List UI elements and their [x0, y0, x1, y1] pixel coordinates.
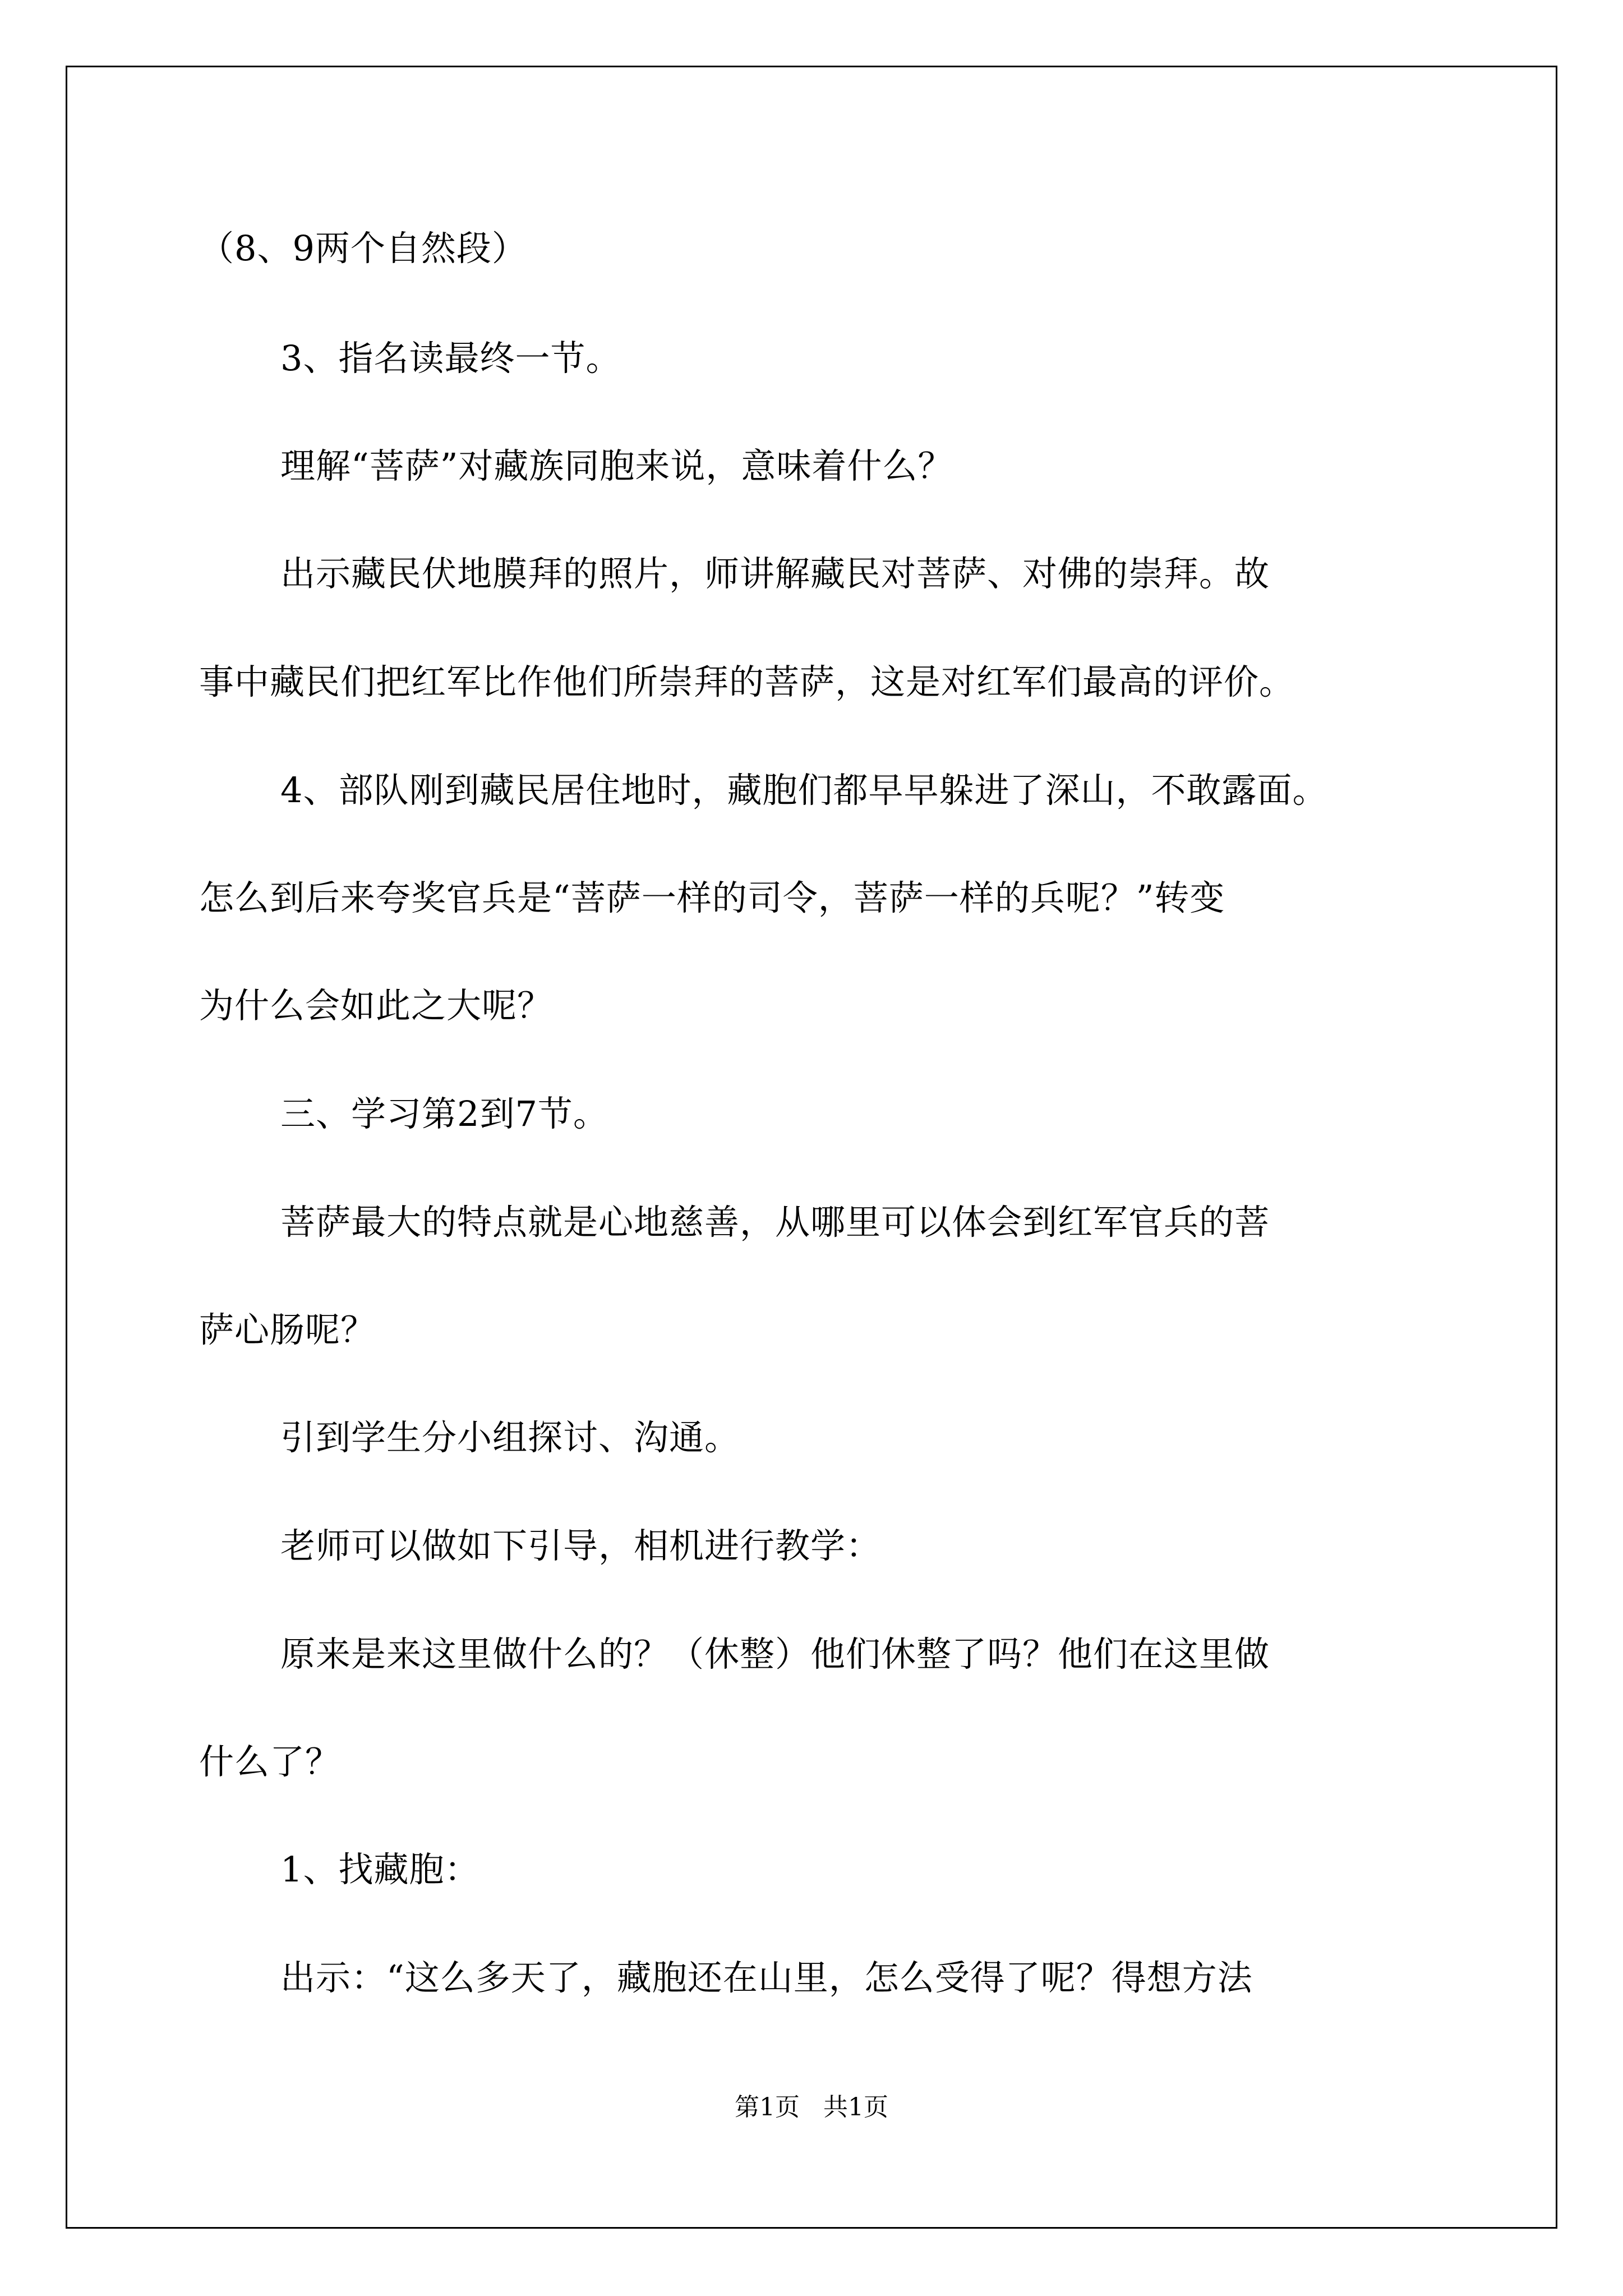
paragraph-line: 出示藏民伏地膜拜的照片，师讲解藏民对菩萨、对佛的崇拜。故: [280, 553, 1270, 594]
paragraph-line: 为什么会如此之大呢？: [199, 985, 553, 1026]
paragraph-line: 3、指名读最终一节。: [280, 338, 621, 379]
paragraph-line: 4、部队刚到藏民居住地时，藏胞们都早早躲进了深山，不敢露面。: [280, 770, 1328, 811]
page-number-footer: 第1页 共1页: [735, 2093, 888, 2122]
paragraph-line: 三、学习第2到7节。: [280, 1093, 608, 1134]
page-border: [66, 66, 1557, 2229]
paragraph-line: 萨心肠呢？: [199, 1309, 376, 1350]
paragraph-line: 理解“菩萨”对藏族同胞来说，意味着什么？: [280, 445, 953, 486]
paragraph-line: （8、9两个自然段）: [199, 228, 527, 269]
paragraph-line: 菩萨最大的特点就是心地慈善，从哪里可以体会到红军官兵的菩: [280, 1202, 1270, 1243]
paragraph-line: 原来是来这里做什么的？（休整）他们休整了吗？他们在这里做: [280, 1634, 1270, 1674]
paragraph-line: 引到学生分小组探讨、沟通。: [280, 1417, 740, 1458]
paragraph-line: 什么了？: [199, 1741, 341, 1782]
paragraph-line: 出示：“这么多天了，藏胞还在山里，怎么受得了呢？得想方法: [280, 1957, 1253, 1998]
paragraph-line: 1、找藏胞：: [280, 1849, 480, 1890]
paragraph-line: 老师可以做如下引导，相机进行教学：: [280, 1525, 882, 1566]
paragraph-line: 事中藏民们把红军比作他们所崇拜的菩萨，这是对红军们最高的评价。: [199, 661, 1295, 702]
paragraph-line: 怎么到后来夸奖官兵是“菩萨一样的司令，菩萨一样的兵呢？”转变: [199, 877, 1225, 918]
